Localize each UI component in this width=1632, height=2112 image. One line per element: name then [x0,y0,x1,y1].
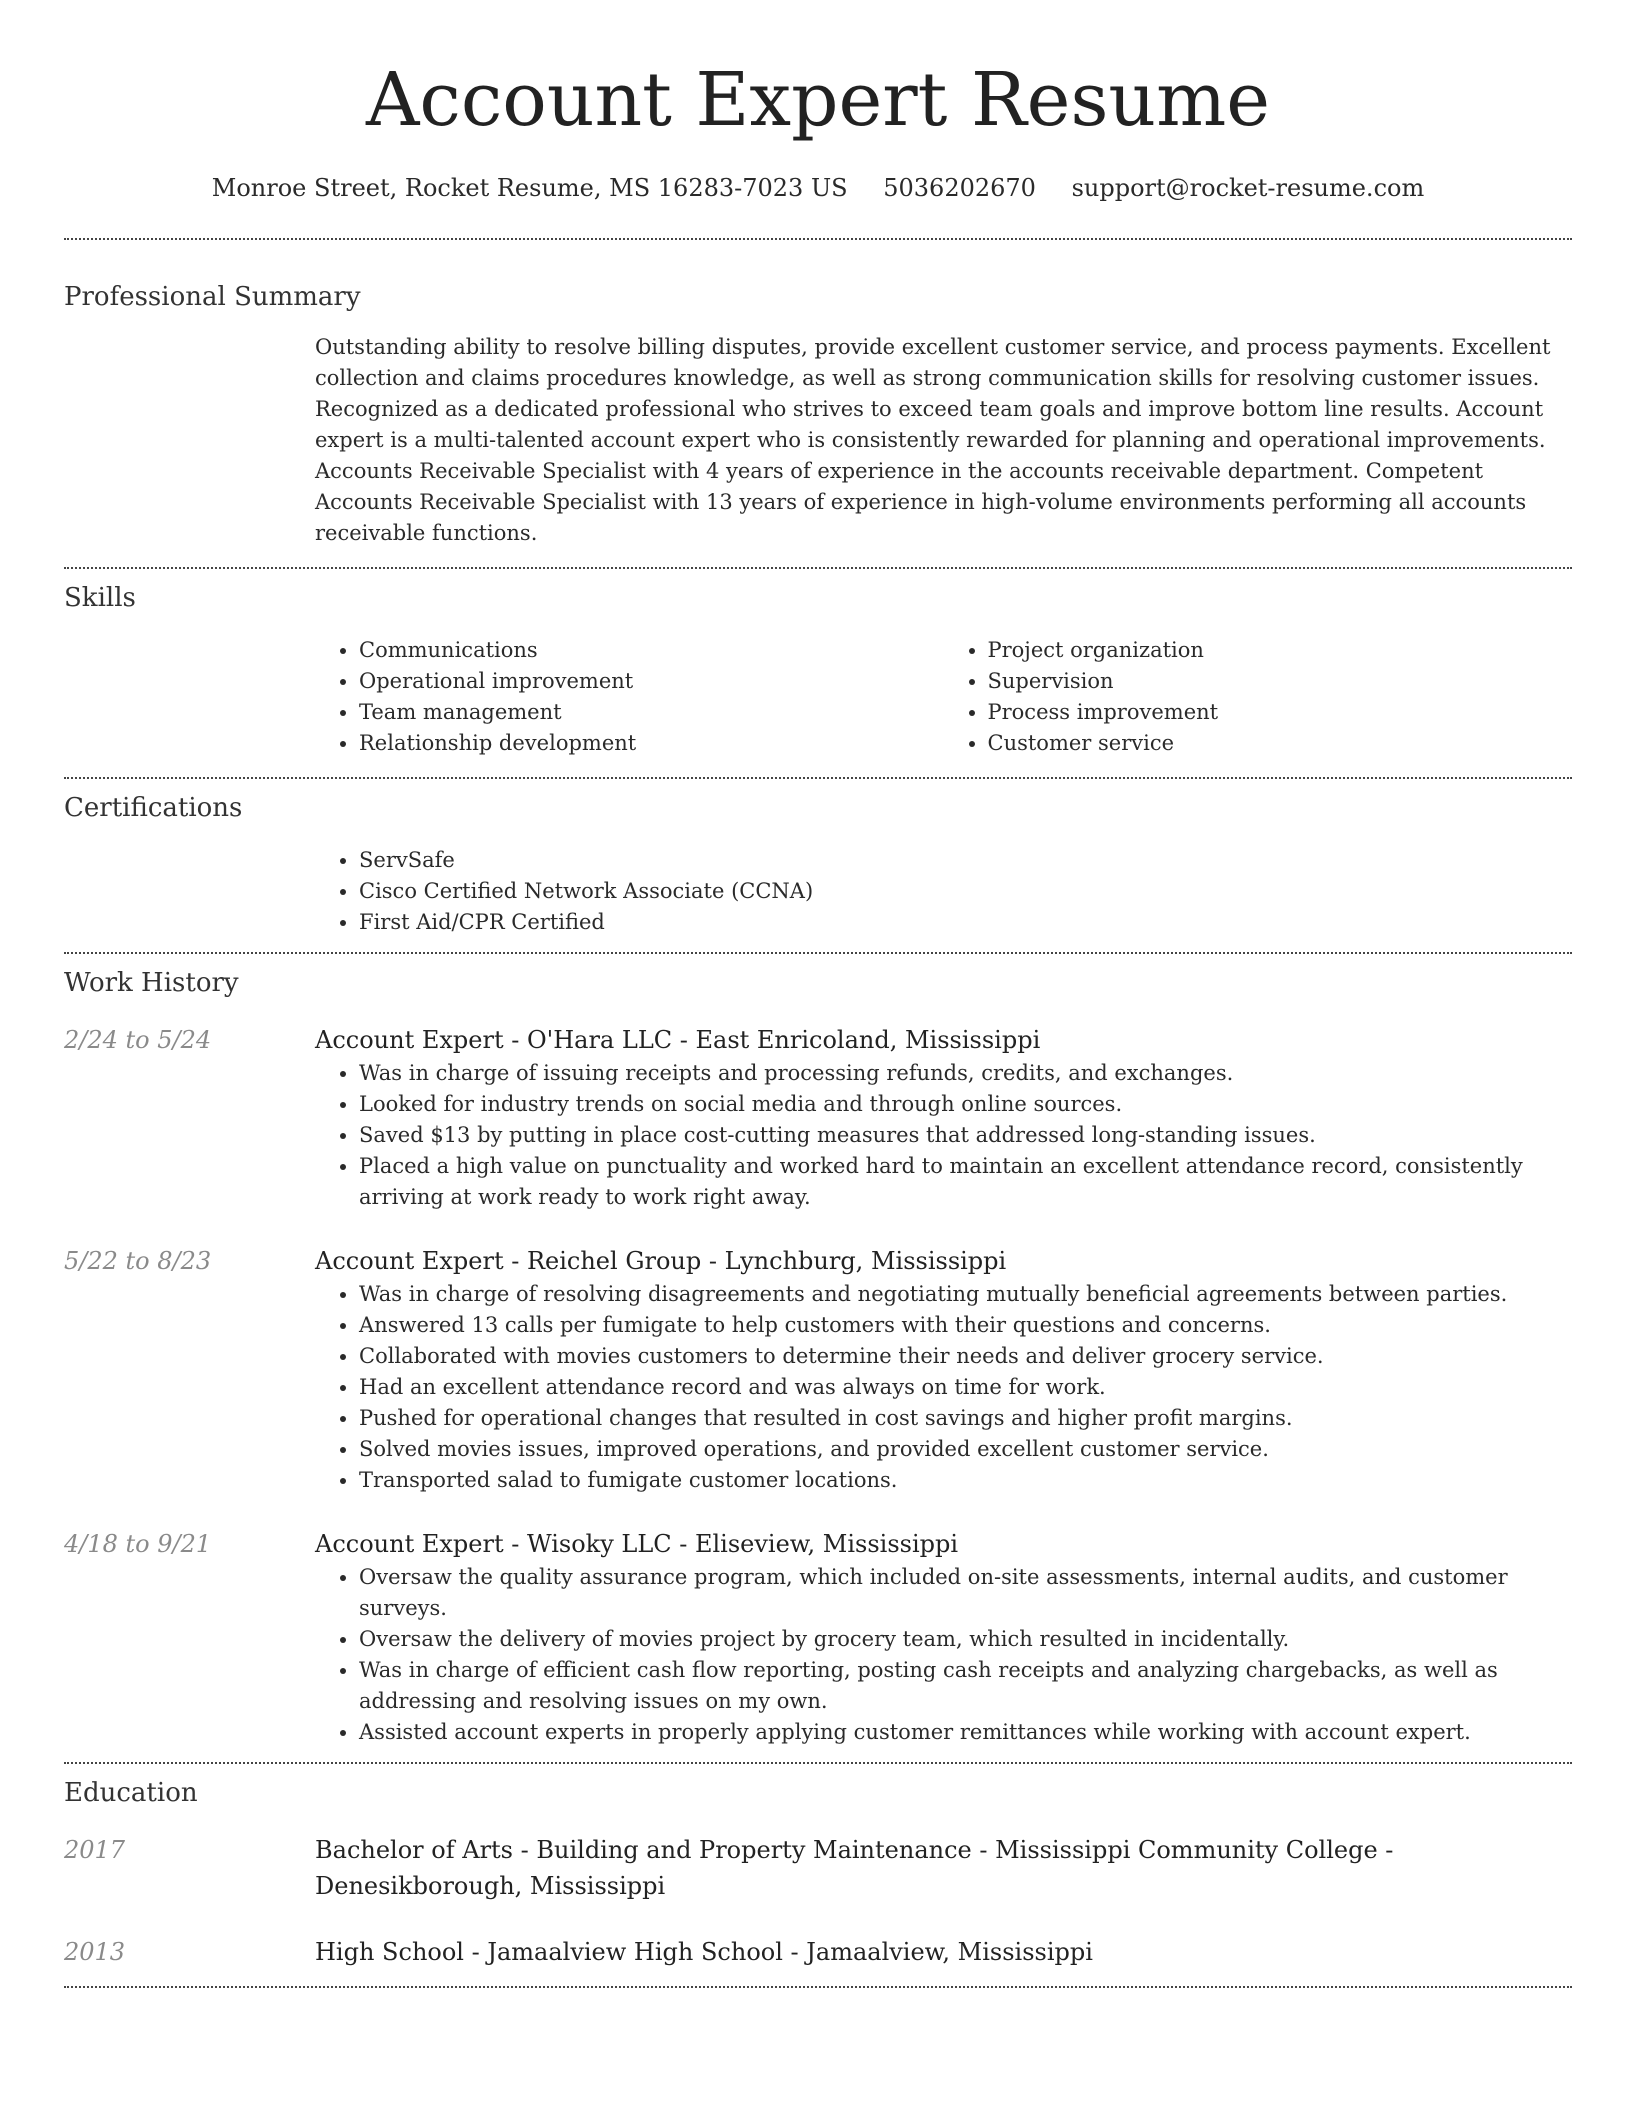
summary-heading: Professional Summary [64,282,361,312]
list-item: • Process improvement [988,697,1573,728]
list-item: • Cisco Certified Network Associate (CCNA) [359,876,1572,907]
list-item: • Transported salad to fumigate customer locations. [359,1465,1572,1496]
divider [64,238,1572,240]
job-bullets [315,1279,1572,1496]
list-item: • Oversaw the quality assurance program, which included on-site assessments, internal audits, and customer surveys. [359,1562,1572,1624]
education-title: High School - Jamaalview High School - Jamaalview, Mississippi [315,1938,1093,1966]
list-item: • First Aid/CPR Certified [359,907,1572,938]
contact-email: support@rocket-resume.com [1071,174,1425,202]
divider [64,777,1572,779]
list-item: • ServSafe [359,845,1572,876]
resume-page [64,50,1572,1988]
education-section [64,1776,1572,1970]
education-entry [64,1934,1572,1970]
contact-phone: 5036202670 [883,174,1036,202]
summary-text: Outstanding ability to resolve billing disputes, provide excellent customer service, and process payments. Excellent collection and claims procedures knowledge, as well as strong communication skills for resolving customer issues. Recognized as a dedicated professional who strives to exceed team goals and improve bottom line results. Account expert is a multi-talented account expert who is consistently rewarded for planning and operational improvements. Accounts Receivable Specialist with 4 years of experience in the accounts receivable department. Competent Accounts Receivable Specialist with 13 years of experience in high-volume environments performing all accounts receivable functions. [315,335,1551,545]
list-item: • Placed a high value on punctuality and worked hard to maintain an excellent attendance record, consistently arriving at work ready to work right away. [359,1151,1572,1213]
education-heading: Education [64,1778,198,1808]
skills-right-column [944,635,1573,759]
contact-line [64,172,1572,204]
job-dates: 2/24 to 5/24 [64,1026,212,1054]
list-item: • Operational improvement [359,666,944,697]
skills-heading: Skills [64,583,136,613]
job-dates: 5/22 to 8/23 [64,1247,212,1275]
job-entry [64,1022,1572,1213]
list-item: • Relationship development [359,728,944,759]
divider [64,567,1572,569]
list-item: • Pushed for operational changes that resulted in cost savings and higher profit margins. [359,1403,1572,1434]
list-item: • Team management [359,697,944,728]
work-history-heading: Work History [64,968,239,998]
list-item: • Project organization [988,635,1573,666]
skills-list [315,635,1572,759]
certifications-list [315,845,1572,938]
job-entry [64,1526,1572,1748]
list-item: • Oversaw the delivery of movies project by grocery team, which resulted in incidentally. [359,1624,1572,1655]
list-item: • Answered 13 calls per fumigate to help customers with their questions and concerns. [359,1310,1572,1341]
list-item: • Saved $13 by putting in place cost-cutting measures that addressed long-standing issues. [359,1120,1572,1151]
skills-left-column [315,635,944,759]
job-dates: 4/18 to 9/21 [64,1530,212,1558]
education-year: 2017 [64,1836,126,1864]
education-year: 2013 [64,1938,126,1966]
list-item: • Communications [359,635,944,666]
education-entry [64,1832,1572,1904]
divider [64,952,1572,954]
job-title: Account Expert - Reichel Group - Lynchburg, Mississippi [315,1247,1007,1275]
certifications-section [64,791,1572,938]
list-item: • Was in charge of efficient cash flow reporting, posting cash receipts and analyzing chargebacks, as well as addressing and resolving issues on my own. [359,1655,1572,1717]
list-item: • Was in charge of resolving disagreements and negotiating mutually beneficial agreements between parties. [359,1279,1572,1310]
list-item: • Looked for industry trends on social media and through online sources. [359,1089,1572,1120]
job-title: Account Expert - Wisoky LLC - Eliseview, Mississippi [315,1530,959,1558]
divider [64,1986,1572,1988]
list-item: • Assisted account experts in properly applying customer remittances while working with account expert. [359,1717,1572,1748]
job-bullets [315,1058,1572,1213]
list-item: • Had an excellent attendance record and was always on time for work. [359,1372,1572,1403]
list-item: • Solved movies issues, improved operations, and provided excellent customer service. [359,1434,1572,1465]
resume-title: Account Expert Resume [365,57,1271,143]
list-item: • Customer service [988,728,1573,759]
summary-section [64,280,1572,549]
job-entry [64,1243,1572,1496]
education-title: Bachelor of Arts - Building and Property Maintenance - Mississippi Community College - Denesikborough, Mississippi [315,1836,1394,1900]
list-item: • Collaborated with movies customers to determine their needs and deliver grocery service. [359,1341,1572,1372]
certifications-heading: Certifications [64,793,243,823]
job-bullets [315,1562,1572,1748]
work-history-section [64,966,1572,1748]
contact-address: Monroe Street, Rocket Resume, MS 16283-7023 US [211,174,848,202]
job-title: Account Expert - O'Hara LLC - East Enricoland, Mississippi [315,1026,1041,1054]
list-item: • Was in charge of issuing receipts and processing refunds, credits, and exchanges. [359,1058,1572,1089]
list-item: • Supervision [988,666,1573,697]
skills-section [64,581,1572,759]
divider [64,1762,1572,1764]
